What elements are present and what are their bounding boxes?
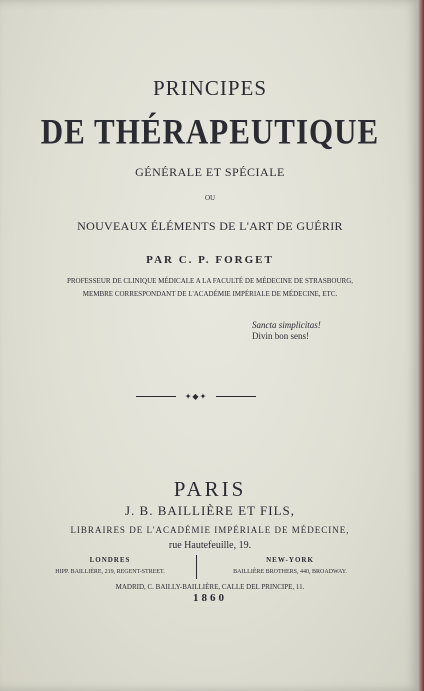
title-line-therapeutique: DE THÉRAPEUTIQUE bbox=[40, 111, 380, 152]
imprint-london bbox=[20, 556, 200, 575]
motto-line-2: Divin bon sens! bbox=[252, 331, 309, 341]
ornament-left-line bbox=[136, 396, 176, 397]
imprint-publisher: J. B. BAILLIÈRE ET FILS, bbox=[124, 503, 295, 518]
title-line-principes: PRINCIPES bbox=[152, 76, 268, 100]
author-credit-1: PROFESSEUR DE CLINIQUE MÉDICALE A LA FACULTÉ DE MÉDECINE DE STRASBOURG, bbox=[66, 277, 354, 285]
imprint-madrid: MADRID, C. BAILLY-BAILLIÈRE, CALLE DEL PRINCIPE, 11. bbox=[115, 583, 305, 591]
newyork-address: BAILLIÈRE BROTHERS, 440, BROADWAY. bbox=[233, 569, 347, 575]
ornament-right-line bbox=[216, 396, 256, 397]
london-label: LONDRES bbox=[89, 556, 131, 564]
london-address: HIPP. BAILLIÈRE, 219, REGENT-STREET. bbox=[55, 569, 165, 575]
imprint-street: rue Hautefeuille, 19. bbox=[168, 540, 252, 551]
title-line-generale: GÉNÉRALE ET SPÉCIALE bbox=[135, 165, 285, 179]
imprint-city: PARIS bbox=[173, 477, 247, 501]
imprint-divider bbox=[196, 555, 197, 579]
newyork-label: NEW-YORK bbox=[266, 556, 314, 564]
motto-line-1: Sancta simplicitas! bbox=[252, 320, 321, 330]
title-line-ou: OU bbox=[204, 194, 216, 202]
imprint-role: LIBRAIRES DE L'ACADÉMIE IMPÉRIALE DE MÉDECINE, bbox=[70, 525, 350, 535]
ornament-rule bbox=[136, 392, 256, 402]
imprint-year: 1860 bbox=[193, 592, 227, 604]
author-credit-2: MEMBRE CORRESPONDANT DE L'ACADÉMIE IMPÉRIALE DE MÉDECINE, ETC. bbox=[82, 290, 338, 298]
author-line: PAR C. P. FORGET bbox=[146, 254, 274, 266]
ornament-center: ✦◆✦ bbox=[184, 392, 208, 401]
page-edge bbox=[418, 0, 424, 691]
imprint-newyork bbox=[200, 556, 380, 575]
title-line-subtitle: NOUVEAUX ÉLÉMENTS DE L'ART DE GUÉRIR bbox=[77, 219, 343, 233]
